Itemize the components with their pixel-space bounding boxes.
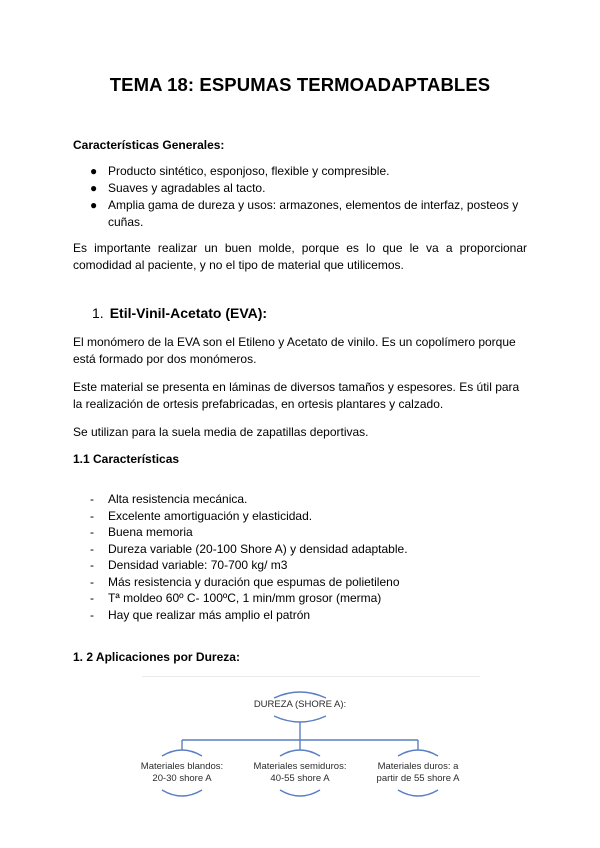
dash-icon: - bbox=[90, 558, 94, 572]
diagram-child-node-semihard bbox=[254, 750, 347, 796]
eva-paragraph: Este material se presenta en láminas de diversos tamaños y espesores. Es útil para la realización de ortesis prefabricadas, en ortesis plantares y calzado. bbox=[73, 380, 520, 411]
list-item: - Alta resistencia mecánica. bbox=[90, 492, 248, 506]
characteristics-heading: 1.1 Características bbox=[73, 452, 180, 466]
section-number: 1. bbox=[92, 305, 104, 321]
section-heading-eva bbox=[92, 305, 267, 321]
root-label: DUREZA (SHORE A): bbox=[253, 699, 347, 710]
applications-heading: 1. 2 Aplicaciones por Dureza: bbox=[73, 650, 240, 664]
bullet-icon: ● bbox=[90, 181, 98, 195]
list-item: ● Producto sintético, esponjoso, flexible y compresible. bbox=[90, 164, 390, 178]
diagram-connectors bbox=[182, 722, 418, 750]
list-item: ● Suaves y agradables al tacto. bbox=[90, 181, 266, 195]
page-title: TEMA 18: ESPUMAS TERMOADAPTABLES bbox=[109, 74, 491, 95]
dash-icon: - bbox=[90, 541, 94, 556]
diagram-child-node-soft bbox=[141, 750, 223, 796]
dash-icon: - bbox=[90, 607, 94, 622]
list-item: ● Amplia gama de dureza y usos: armazones, elementos de interfaz, posteos y cuñas. bbox=[90, 198, 519, 229]
list-item: - Hay que realizar más amplio el patrón bbox=[90, 607, 311, 622]
section-title: Etil-Vinil-Acetato (EVA): bbox=[109, 305, 268, 321]
eva-paragraph: El monómero de la EVA son el Etileno y Acetato de vinilo. Es un copolímero porque está formado por dos monómeros. bbox=[73, 335, 516, 366]
eva-paragraph: Se utilizan para la suela media de zapatillas deportivas. bbox=[73, 425, 369, 439]
bullet-icon: ● bbox=[90, 164, 98, 178]
child-label-line1: Materiales duros: a bbox=[377, 761, 459, 772]
diagram-root-node bbox=[254, 692, 346, 722]
child-label-line2: 40-55 shore A bbox=[270, 773, 330, 784]
child-label-line2: 20-30 shore A bbox=[152, 773, 212, 784]
bullet-icon: ● bbox=[90, 198, 98, 212]
list-item: - Buena memoria bbox=[90, 525, 193, 539]
general-heading: Características Generales: bbox=[73, 138, 225, 152]
hardness-hierarchy-diagram bbox=[128, 676, 480, 808]
list-item: - Dureza variable (20-100 Shore A) y densidad adaptable. bbox=[90, 541, 408, 556]
child-label-line1: Materiales semiduros: bbox=[253, 761, 347, 772]
list-item: - Densidad variable: 70-700 kg/ m3 bbox=[90, 558, 288, 572]
dash-icon: - bbox=[90, 525, 94, 539]
characteristics-list bbox=[73, 491, 533, 623]
dash-icon: - bbox=[90, 574, 94, 589]
dash-icon: - bbox=[90, 492, 94, 506]
root-arc-bottom bbox=[274, 716, 326, 722]
general-note: Es importante realizar un buen molde, porque es lo que le va a proporcionar comodidad al paciente, y no el tipo de material que utilicemos. bbox=[73, 241, 527, 272]
list-item: - Tª moldeo 60º C- 100ºC, 1 min/mm grosor (merma) bbox=[90, 591, 382, 605]
general-bullet-list bbox=[73, 163, 533, 231]
dash-icon: - bbox=[90, 508, 94, 523]
list-item: - Excelente amortiguación y elasticidad. bbox=[90, 508, 313, 523]
child-label-line1: Materiales blandos: bbox=[140, 761, 224, 772]
list-item: - Más resistencia y duración que espumas de polietileno bbox=[90, 574, 400, 589]
dash-icon: - bbox=[90, 591, 94, 605]
child-label-line2: partir de 55 shore A bbox=[376, 773, 460, 784]
root-arc-top bbox=[274, 692, 326, 698]
diagram-child-node-hard bbox=[377, 750, 461, 796]
